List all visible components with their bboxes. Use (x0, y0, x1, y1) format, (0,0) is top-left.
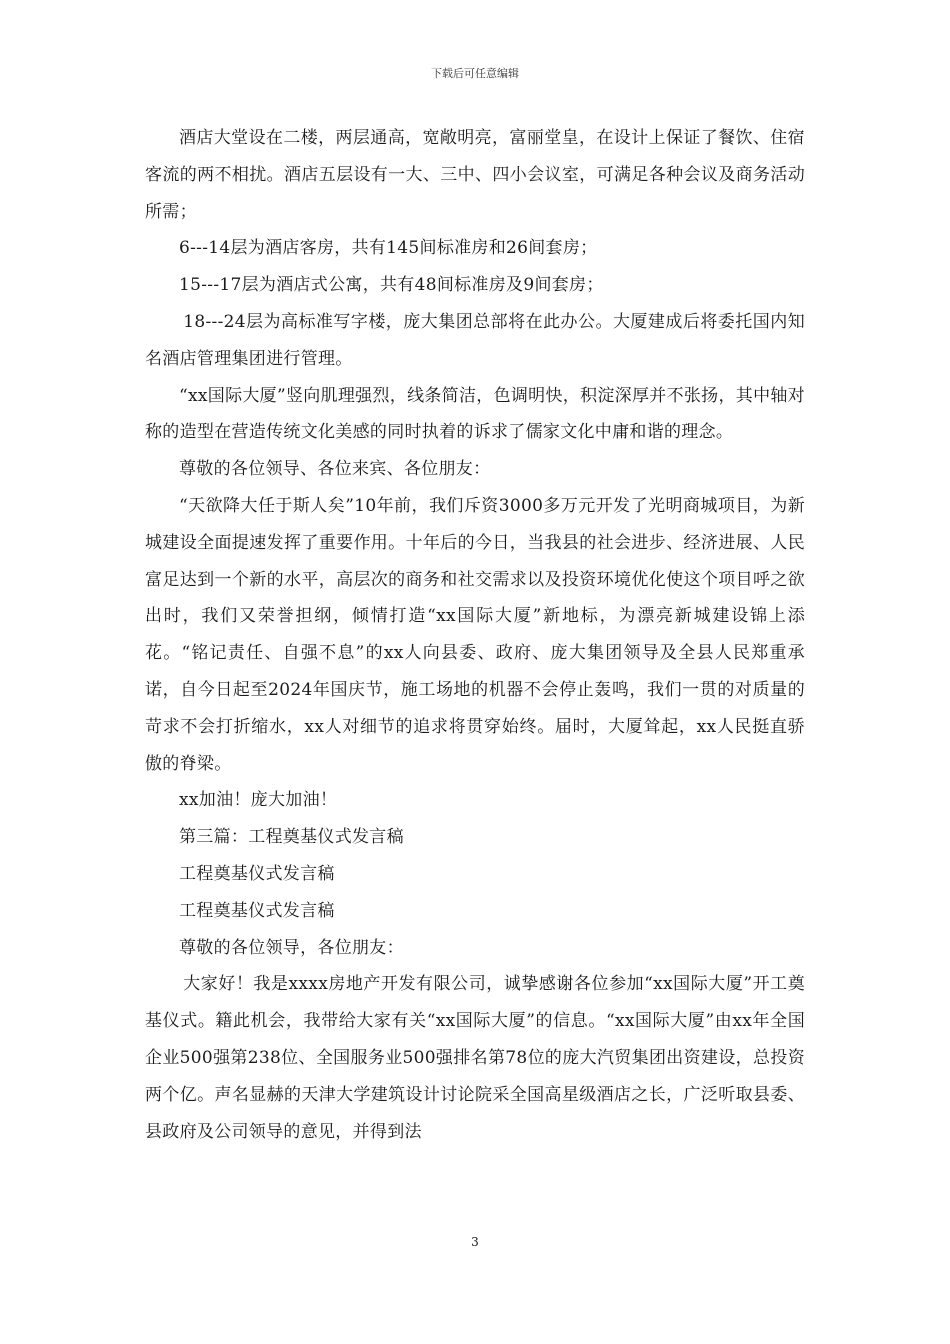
paragraph-lobby: 酒店大堂设在二楼，两层通高，宽敞明亮，富丽堂皇，在设计上保证了餐饮、住宿客流的两不相扰。酒店五层设有一大、三中、四小会议室，可满足各种会议及商务活动所需； (145, 128, 805, 222)
page-header-note: 下载后可任意编辑 (431, 67, 519, 80)
paragraph-hotel-rooms: 6---14层为酒店客房，共有145间标准房和26间套房； (179, 238, 598, 259)
paragraph-cheer: xx加油！庞大加油！ (179, 790, 338, 811)
speech-title-1: 工程奠基仪式发言稿 (179, 863, 335, 884)
paragraph-salutation-2: 尊敬的各位领导，各位朋友： (179, 937, 404, 958)
page-number: 3 (471, 1235, 479, 1249)
speech-title-2: 工程奠基仪式发言稿 (179, 900, 335, 921)
paragraph-offices: 18---24层为高标准写字楼，庞大集团总部将在此办公。大厦建成后将委托国内知名酒店管理集团进行管理。 (145, 311, 805, 369)
paragraph-salutation-1: 尊敬的各位领导、各位来宾、各位朋友： (179, 459, 491, 480)
paragraph-apartments: 15---17层为酒店式公寓，共有48间标准房及9间套房； (179, 275, 604, 296)
document-body (145, 120, 805, 1150)
paragraph-architecture: “xx国际大厦”竖向肌理强烈，线条简洁，色调明快，积淀深厚并不张扬，其中轴对称的造型在营造传统文化美感的同时执着的诉求了儒家文化中庸和谐的理念。 (145, 385, 805, 443)
paragraph-speech-body: “天欲降大任于斯人矣”10年前，我们斥资3000多万元开发了光明商城项目，为新城建设全面提速发挥了重要作用。十年后的今日，当我县的社会进步、经济进展、人民富足达到一个新的水平，高层次的商务和社交需求以及投资环境优化使这个项目呼之欲出时，我们又荣誉担纲，倾情打造“xx国际大厦”新地标，为漂亮新城建设锦上添花。“铭记责任、自强不息”的xx人向县委、政府、庞大集团领导及全县人民郑重承诺，自今日起至2024年国庆节，施工场地的机器不会停止轰鸣，我们一贯的对质量的苛求不会打折缩水，xx人对细节的追求将贯穿始终。届时，大厦耸起，xx人民挺直骄傲的脊梁。 (145, 495, 805, 774)
section-heading: 第三篇：工程奠基仪式发言稿 (179, 827, 404, 848)
paragraph-introduction: 大家好！我是xxxx房地产开发有限公司，诚挚感谢各位参加“xx国际大厦”开工奠基仪式。籍此机会，我带给大家有关“xx国际大厦”的信息。“xx国际大厦”由xx年全国企业500强第238位、全国服务业500强排名第78位的庞大汽贸集团出资建设，总投资两个亿。声名显赫的天津大学建筑设计讨论院采全国高星级酒店之长，广泛听取县委、县政府及公司领导的意见，并得到法 (145, 974, 805, 1142)
